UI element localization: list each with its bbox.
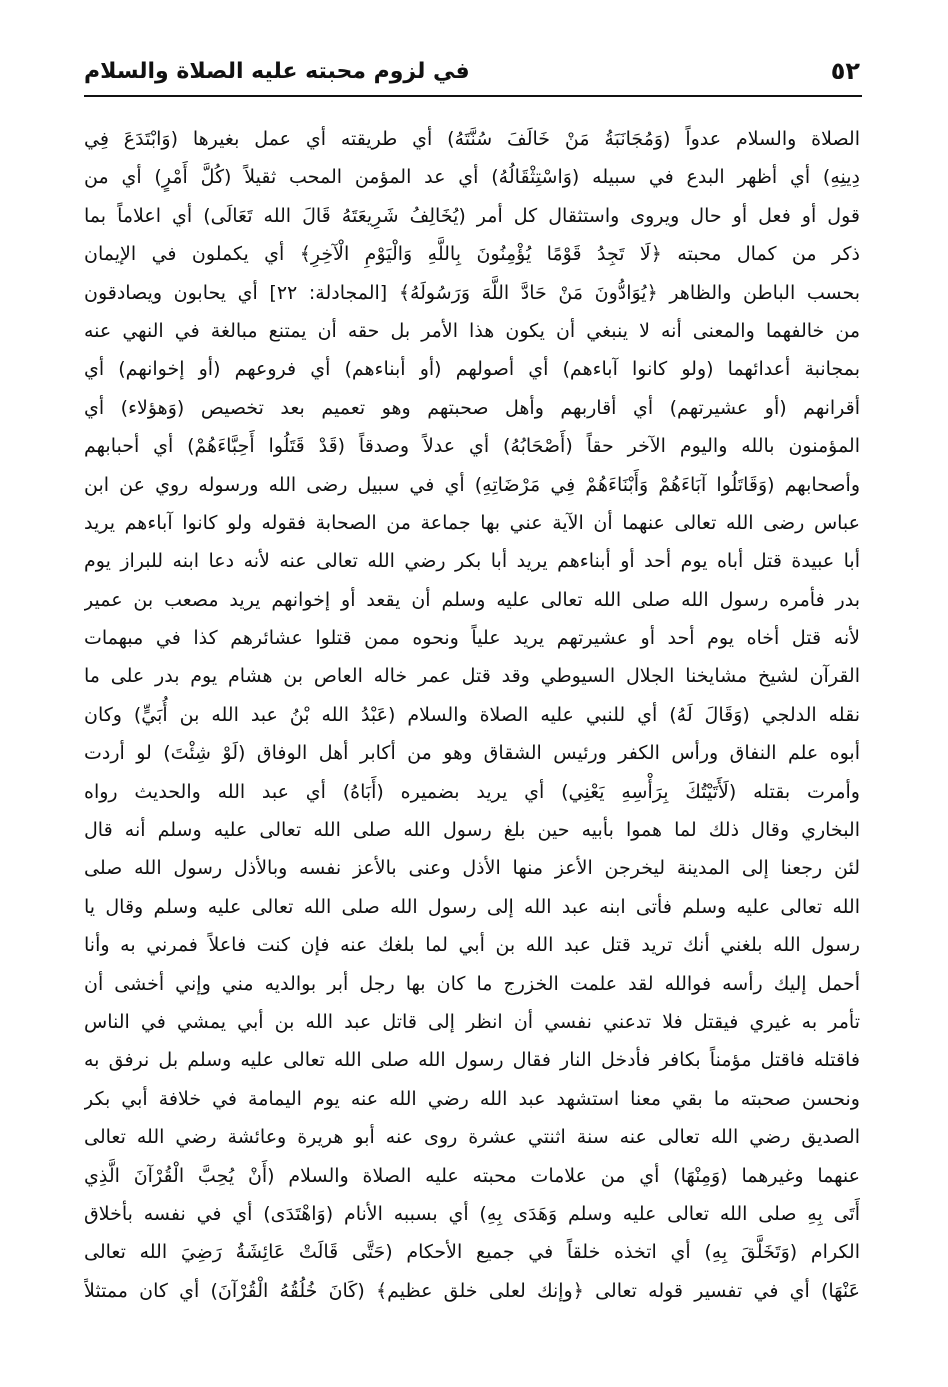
text-line: الصلاة والسلام عدواً (وَمُجَانَبَةُ مَنْ خَالَفَ سُنَّتَهُ) أي طريقته أي عمل بغيرها (وَابْتَدَعَ فِي xyxy=(84,128,860,150)
text-line: ونحسن صحبته ما بقي معنا استشهد عبد الله رضي الله عنه يوم اليمامة في خلافة أبي بكر xyxy=(84,1087,860,1110)
text-line: دِينِهِ) أي أظهر البدع في سبيله (وَاسْتِثْقَالُهُ) أي عد المؤمن المحب ثقيلاً (كُلَّ أَمْرٍ) أي من xyxy=(84,166,860,189)
header-divider xyxy=(84,95,862,97)
text-line: وأمرت بقتله (لَأَتَيْتُكَ بِرَأْسِهِ يَعْنِي) أي يريد بضميره (أَبَاهُ) أي عبد الله والحديث رواه xyxy=(84,780,860,803)
text-line: أبوه علم النفاق ورأس الكفر ورئيس الشقاق وهو من أكابر أهل الوفاق (لَوْ شِئْتَ) لو أردت xyxy=(84,742,860,765)
page-number: ٥٢ xyxy=(830,57,860,85)
text-line: قول أو فعل أو حال ويروى واستثقال كل أمر (يُخَالِفُ شَرِيعَتَهُ قَالَ الله تَعَالَى) أي اعلاماً بما xyxy=(84,204,860,227)
text-line: عنهما وغيرهما (وَمِنْهَا) أي من علامات محبته عليه الصلاة والسلام (أَنْ يُحِبَّ الْقُرْآنَ الَّذِي xyxy=(84,1164,860,1187)
text-line: عَنْهَا) أي في تفسير قوله تعالى ﴿وإنك لعلى خلق عظيم﴾ (كَانَ خُلُقُهُ الْقُرْآنَ) أي كان ممتثلاً xyxy=(84,1279,860,1302)
text-line: نقله الدلجي (وَقَالَ لَهُ) أي للنبي عليه الصلاة والسلام (عَبْدُ الله بْنُ عبد الله بن أُبَيٍّ) وكان xyxy=(84,703,860,726)
text-line: عباس رضى الله تعالى عنهما أن الآية عني بها جماعة من الصحابة فقوله ولو كانوا آباءهم يريد xyxy=(84,511,860,534)
text-line: وأصحابهم (وَقَاتَلُوا آبَاءَهُمْ وَأَبْنَاءَهُمْ فِي مَرْضَاتِهِ) أي في سبيل رضى الله ورسوله روي عن ابن xyxy=(84,473,860,496)
running-title: في لزوم محبته عليه الصلاة والسلام xyxy=(84,58,470,84)
text-line: أقرانهم (أو عشيرتهم) أي أقاربهم وأهل صحبتهم وهو تعميم بعد تخصيص (وَهؤلاء) أي xyxy=(84,396,860,419)
text-line: أبا عبيدة قتل أباه يوم أحد أو أبناءهم يريد أبا بكر رضي الله تعالى عنه لأنه دعا ابنه للبراز يوم xyxy=(84,550,860,573)
text-line: الكرام (وَتَخَلَّقَ بِهِ) أي اتخذه خلقاً في جميع الأحكام (حَتَّى قَالَتْ عَائِشَةُ رَضِيَ الله تعالى xyxy=(84,1241,860,1264)
text-line: بحسب الباطن والظاهر ﴿يُوَادُّونَ مَنْ حَادَّ اللَّهَ وَرَسُولَهُ﴾ [المجادلة: ٢٢] أي يحابون ويصادقون xyxy=(84,281,860,304)
text-line: فاقتله فاقتل مؤمناً بكافر فأدخل النار فقال رسول الله صلى الله تعالى عليه وسلم بل نرفق به xyxy=(84,1049,860,1072)
text-line: الله تعالى عليه وسلم فأتى ابنه عبد الله إلى رسول الله صلى الله تعالى عليه وسلم وقال يا xyxy=(84,895,860,918)
text-line: لئن رجعنا إلى المدينة ليخرجن الأعز منها الأذل وعنى بالأعز نفسه وبالأذل رسول الله صلى xyxy=(84,857,860,880)
text-line: لأنه قتل أخاه يوم أحد أو عشيرتهم يريد علياً ونحوه ممن قتلوا عشائرهم كذا في مبهمات xyxy=(84,627,860,650)
text-line: تأمر به غيري فيقتل فلا تدعني نفسي أن انظر إلى قاتل عبد الله بن أبي يمشي في الناس xyxy=(84,1010,860,1033)
text-line: ذكر من كمال محبته ﴿لَا تَجِدُ قَوْمًا يُؤْمِنُونَ بِاللَّهِ وَالْيَوْمِ الْآخِرِ﴾ أي يكملون في الإيمان xyxy=(84,243,860,266)
body-text xyxy=(84,120,860,1310)
text-line: المؤمنون بالله واليوم الآخر حقاً (أَصْحَابُهُ) أي عدلاً وصدقاً (قَدْ قَتَلُوا أَحِبَّاءَهُمْ) أي أحبابهم xyxy=(84,435,860,458)
text-line: أَتَى بِهِ صلى الله تعالى عليه وسلم وَهَدَى بِهِ) أي بسببه الأنام (وَاهْتَدَى) أي في نفسه بأخلاق xyxy=(84,1202,860,1225)
text-line: الصديق رضي الله تعالى عنه سنة اثنتي عشرة روى عنه أبو هريرة وعائشة رضي الله تعالى xyxy=(84,1126,860,1149)
text-line: أحمل إليك رأسه فوالله لقد علمت الخزرج ما كان بها رجل أبر بوالديه مني وإني أخشى أن xyxy=(84,972,860,995)
text-line: البخاري وقال ذلك لما هموا بأبيه حين بلغ رسول الله صلى الله تعالى عليه وسلم أنه قال xyxy=(84,819,860,842)
text-line: من خالفهما والمعنى أنه لا ينبغي أن يكون هذا الأمر بل حقه أن يمتنع مبالغة في النهي عنه xyxy=(84,319,860,342)
text-line: بدر فأمره رسول الله صلى الله تعالى عليه وسلم أن يقعد أو إخوانهم يريد مصعب بن عمير xyxy=(84,588,860,611)
text-line: القرآن لشيخ مشايخنا الجلال السيوطي وقد قتل عمر خاله العاص بن هشام يوم بدر على ما xyxy=(84,665,860,688)
page-header xyxy=(84,50,860,92)
text-line: بمجانبة أعدائهما (ولو كانوا آباءهم) أي أصولهم (أو أبناءهم) أي فروعهم (أو إخوانهم) أي xyxy=(84,358,860,381)
text-line: رسول الله بلغني أنك تريد قتل عبد الله بن أبي لما بلغك عنه فإن كنت فاعلاً فمرني به وأنا xyxy=(84,934,860,957)
